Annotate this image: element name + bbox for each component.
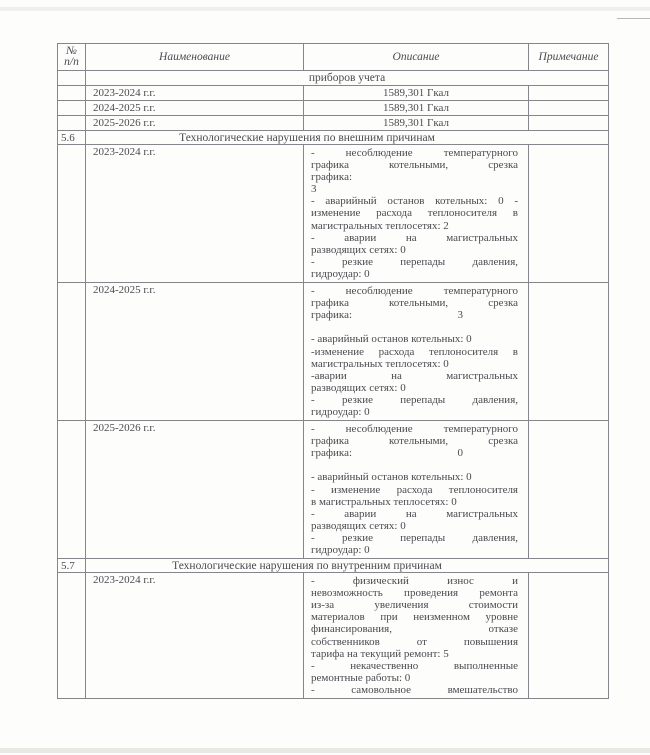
description-line: ремонтные работы: 0: [311, 671, 411, 684]
table-header-row: [58, 44, 609, 71]
description-line: из-за увеличения стоимости: [311, 599, 518, 612]
table-row-section: [58, 559, 609, 573]
cell-name: 2025-2026 г.г.: [86, 116, 304, 131]
cell-number: [58, 421, 86, 559]
table-row-span: [58, 71, 609, 86]
description-line: графика котельными, срезка: [311, 435, 518, 448]
description-line: невозможность проведения ремонта: [311, 587, 518, 600]
description-line: - несоблюдение температурного: [311, 147, 518, 159]
cell-note: [529, 116, 609, 131]
table-row-detail: [58, 283, 609, 421]
description-line: - резкие перепады давления,: [311, 531, 518, 544]
cell-description: [304, 421, 529, 559]
description-line: в магистральных теплосетях: 0: [311, 495, 457, 508]
table-row-detail: [58, 145, 609, 283]
cell-note: [529, 145, 609, 283]
cell-description-value: 1589,301 Гкал: [304, 86, 529, 101]
cell-name: 2023-2024 г.г.: [86, 86, 304, 101]
cell-description: [304, 145, 529, 283]
description-line: - физический износ и: [311, 575, 518, 588]
cell-section-title: Технологические нарушения по внутренним причинам: [86, 559, 609, 573]
description-line: - аварии на магистральных: [311, 231, 518, 244]
description-line: гидроудар: 0: [311, 544, 370, 556]
description-line: магистральных теплосетях: 2: [311, 219, 449, 232]
cell-name: 2025-2026 г.г.: [86, 421, 304, 559]
header-cell-name: Наименование: [86, 44, 304, 71]
description-line: - некачественно выполненные: [311, 659, 518, 672]
cell-section-title: Технологические нарушения по внешним причинам: [86, 131, 609, 145]
description-line: - аварии на магистральных: [311, 507, 518, 520]
scan-artifact-top-right-line: [617, 18, 650, 19]
table-row-data: [58, 86, 609, 101]
cell-number: [58, 86, 86, 101]
description-line: - аварийный останов котельных: 0: [311, 333, 472, 346]
description-line: разводящих сетях: 0: [311, 381, 406, 394]
description-line: материалов при неизменном уровне: [311, 611, 518, 624]
description-line: графика: 3: [311, 309, 463, 322]
description-line: графика котельными, срезка: [311, 159, 518, 172]
cell-description-value: 1589,301 Гкал: [304, 116, 529, 131]
description-line: магистральных теплосетях: 0: [311, 357, 449, 370]
description-line: тарифа на текущий ремонт: 5: [311, 647, 449, 660]
table-row-data: [58, 116, 609, 131]
right-aligned-value: 3: [457, 309, 463, 322]
description-line: 3: [311, 183, 317, 196]
description-line: разводящих сетях: 0: [311, 243, 406, 256]
header-cell-note: Примечание: [529, 44, 609, 71]
header-cell-description: Описание: [304, 44, 529, 71]
description-line: - аварийный останов котельных: 0 -: [311, 195, 518, 208]
description-line: графика котельными, срезка: [311, 297, 518, 310]
cell-span-text: приборов учета: [86, 71, 609, 86]
table-row-detail: [58, 573, 609, 699]
cell-name: 2023-2024 г.г.: [86, 145, 304, 283]
cell-number: [58, 116, 86, 131]
cell-note: [529, 101, 609, 116]
description-line: гидроудар: 0: [311, 405, 370, 418]
cell-section-number: 5.7: [58, 559, 86, 573]
description-line: - резкие перепады давления,: [311, 393, 518, 406]
cell-number: [58, 283, 86, 421]
table-body: [58, 71, 609, 699]
header-cell-number: [58, 44, 86, 71]
description-line: графика:: [311, 171, 353, 184]
description-line: - аварийный останов котельных: 0: [311, 471, 472, 484]
description-line: [311, 459, 518, 471]
cell-note: [529, 86, 609, 101]
description-line: - изменение расхода теплоносителя: [311, 483, 518, 496]
table-row-detail: [58, 421, 609, 559]
cell-description: [304, 573, 529, 699]
right-aligned-value: 0: [457, 447, 463, 460]
description-line: - несоблюдение температурного: [311, 285, 518, 298]
cell-note: [529, 421, 609, 559]
description-line: гидроудар: 0: [311, 267, 370, 280]
cell-note: [529, 573, 609, 699]
cell-description: [304, 283, 529, 421]
cell-name: 2024-2025 г.г.: [86, 283, 304, 421]
description-line: - несоблюдение температурного: [311, 423, 518, 436]
cell-number: [58, 145, 86, 283]
table-row-data: [58, 101, 609, 116]
scan-artifact-top-shadow: [0, 7, 650, 11]
cell-name: 2023-2024 г.г.: [86, 573, 304, 699]
cell-name: 2024-2025 г.г.: [86, 101, 304, 116]
description-line: - самовольное вмешательство: [311, 683, 518, 696]
cell-section-number: 5.6: [58, 131, 86, 145]
cell-number: [58, 101, 86, 116]
cell-number: [58, 573, 86, 699]
description-line: графика: 0: [311, 447, 463, 460]
description-line: изменение расхода теплоносителя в: [311, 207, 518, 220]
cell-description-value: 1589,301 Гкал: [304, 101, 529, 116]
cell-number: [58, 71, 86, 86]
description-line: [311, 321, 518, 333]
main-table: [57, 43, 609, 699]
description-line: -изменение расхода теплоносителя в: [311, 345, 518, 358]
table-row-section: [58, 131, 609, 145]
description-line: собственников от повышения: [311, 635, 518, 648]
description-line: разводящих сетях: 0: [311, 519, 406, 532]
header-number-label-line2: п/п: [64, 56, 79, 68]
description-line: финансирования, отказе: [311, 623, 518, 636]
cell-note: [529, 283, 609, 421]
header-number-label-line1: №: [66, 45, 77, 57]
scan-artifact-bottom-shadow: [0, 748, 650, 753]
description-line: -аварии на магистральных: [311, 369, 518, 382]
description-line: - резкие перепады давления,: [311, 255, 518, 268]
